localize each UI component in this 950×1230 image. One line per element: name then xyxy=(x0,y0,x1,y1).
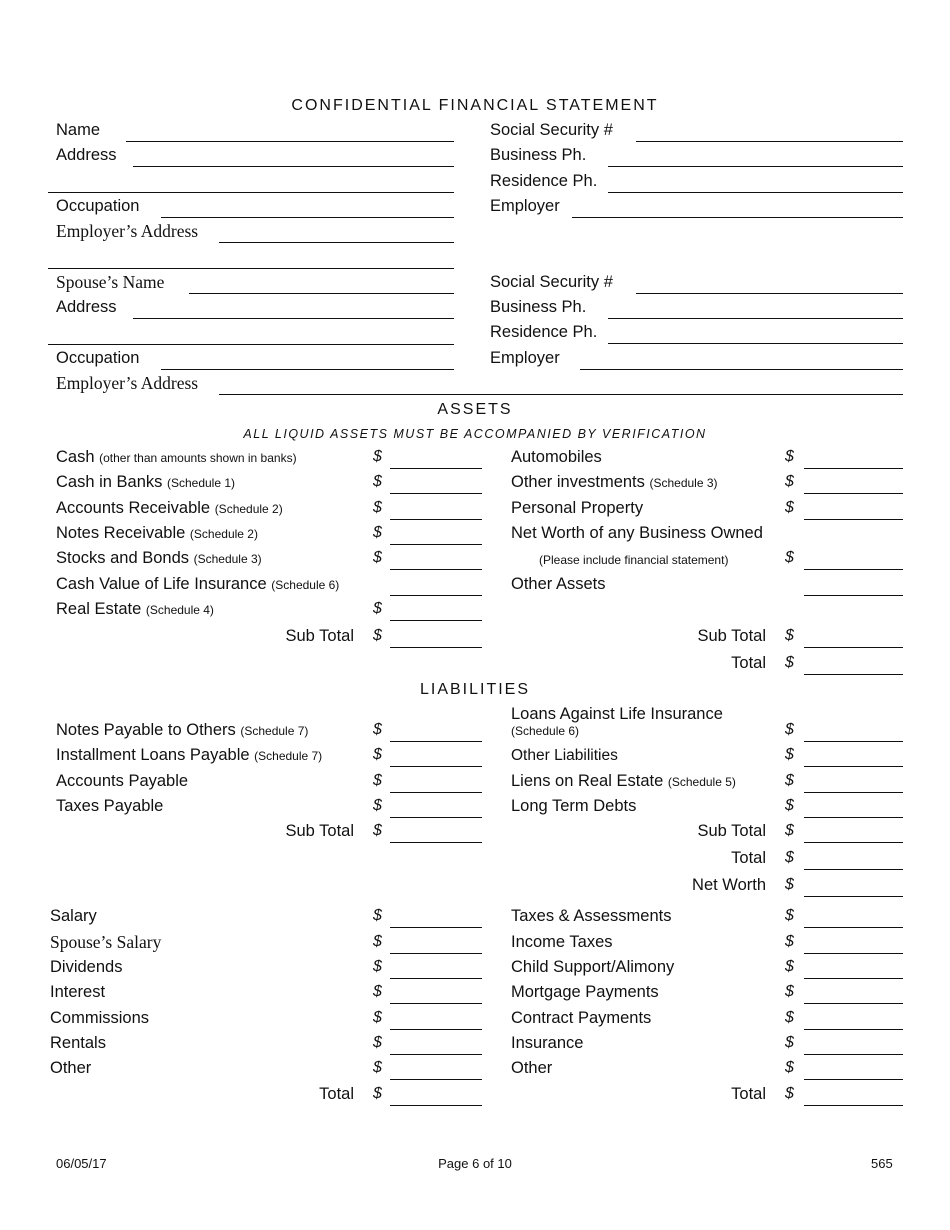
stocks-bonds-field[interactable] xyxy=(390,549,482,570)
business-phone-field[interactable] xyxy=(608,146,903,167)
address-label: Address xyxy=(56,146,117,164)
income-label: Salary xyxy=(50,907,97,925)
asset-row xyxy=(56,548,262,569)
liabilities-right-subtotal-label: Sub Total xyxy=(697,822,766,840)
name-label: Name xyxy=(56,121,101,139)
footer-date: 06/05/17 xyxy=(56,1156,107,1171)
dollar-sign: $ xyxy=(785,907,794,924)
asset-label: Automobiles xyxy=(511,448,602,466)
liabilities-total-label: Total xyxy=(731,849,766,867)
asset-label: Stocks and Bonds xyxy=(56,549,189,567)
other-income-field[interactable] xyxy=(390,1059,482,1080)
insurance-field[interactable] xyxy=(804,1034,903,1055)
employer-address-field[interactable] xyxy=(219,222,454,243)
employer-label: Employer xyxy=(490,197,560,215)
spouse-ssn-field[interactable] xyxy=(636,273,903,294)
spouse-ssn-label: Social Security # xyxy=(490,273,613,291)
name-field[interactable] xyxy=(126,121,454,142)
assets-total-label: Total xyxy=(731,654,766,672)
residence-phone-field[interactable] xyxy=(608,172,903,193)
liability-row xyxy=(511,771,736,792)
dollar-sign: $ xyxy=(373,746,382,763)
liability-label: Loans Against Life Insurance xyxy=(511,705,723,723)
spouse-employer-field[interactable] xyxy=(580,349,903,370)
dollar-sign: $ xyxy=(785,797,794,814)
income-label: Commissions xyxy=(50,1009,150,1027)
spouse-salary-field[interactable] xyxy=(390,933,482,954)
dollar-sign: $ xyxy=(373,1085,382,1102)
asset-note: (Schedule 4) xyxy=(145,603,214,617)
asset-label: Other investments xyxy=(511,473,645,491)
business-phone-label: Business Ph. xyxy=(490,146,587,164)
spouse-occupation-field[interactable] xyxy=(161,349,454,370)
real-estate-field[interactable] xyxy=(390,600,482,621)
spouse-occupation-label: Occupation xyxy=(56,349,140,367)
asset-note: (Schedule 2) xyxy=(189,527,258,541)
liability-label: Long Term Debts xyxy=(511,797,637,815)
liabilities-total-field[interactable] xyxy=(804,849,903,870)
address-line2-field[interactable] xyxy=(48,172,454,193)
expense-label: Mortgage Payments xyxy=(511,983,659,1001)
employer-address-label: Employer’s Address xyxy=(56,221,199,241)
installment-loans-field[interactable] xyxy=(390,746,482,767)
expenses-total-label: Total xyxy=(731,1085,766,1103)
dollar-sign: $ xyxy=(373,907,382,924)
income-label: Spouse’s Salary xyxy=(50,932,162,952)
automobiles-field[interactable] xyxy=(804,448,903,469)
dollar-sign: $ xyxy=(785,549,794,566)
spouse-employer-address-label: Employer’s Address xyxy=(56,373,199,393)
dollar-sign: $ xyxy=(373,1034,382,1051)
spouse-residence-phone-field[interactable] xyxy=(608,323,903,344)
employer-address-line2-field[interactable] xyxy=(48,248,454,269)
dividends-field[interactable] xyxy=(390,958,482,979)
life-insurance-loans-field[interactable] xyxy=(804,721,903,742)
asset-row xyxy=(56,574,339,595)
dollar-sign: $ xyxy=(785,822,794,839)
spouse-name-label: Spouse’s Name xyxy=(56,272,165,292)
spouse-residence-phone-label: Residence Ph. xyxy=(490,323,598,341)
spouse-employer-address-field[interactable] xyxy=(219,374,903,395)
dollar-sign: $ xyxy=(373,499,382,516)
spouse-address-label: Address xyxy=(56,298,117,316)
other-liabilities-field[interactable] xyxy=(804,746,903,767)
salary-field[interactable] xyxy=(390,907,482,928)
income-label: Interest xyxy=(50,983,106,1001)
liability-label: Taxes Payable xyxy=(56,797,164,815)
dollar-sign: $ xyxy=(785,654,794,671)
income-label: Other xyxy=(50,1059,92,1077)
dollar-sign: $ xyxy=(785,1034,794,1051)
dollar-sign: $ xyxy=(785,448,794,465)
personal-property-field[interactable] xyxy=(804,499,903,520)
dollar-sign: $ xyxy=(785,1085,794,1102)
long-term-debts-field[interactable] xyxy=(804,797,903,818)
dollar-sign: $ xyxy=(373,600,382,617)
assets-verification-note: ALL LIQUID ASSETS MUST BE ACCOMPANIED BY VERIFICATION xyxy=(243,427,707,441)
asset-label: Net Worth of any Business Owned xyxy=(511,524,763,542)
real-estate-liens-field[interactable] xyxy=(804,772,903,793)
dollar-sign: $ xyxy=(373,473,382,490)
income-label: Rentals xyxy=(50,1034,106,1052)
expense-label: Insurance xyxy=(511,1034,584,1052)
income-total-field[interactable] xyxy=(390,1085,482,1106)
asset-note: (Schedule 6) xyxy=(271,578,340,592)
cash-amount-field[interactable] xyxy=(390,448,482,469)
spouse-address-field[interactable] xyxy=(133,298,454,319)
dollar-sign: $ xyxy=(785,933,794,950)
assets-total-field[interactable] xyxy=(804,654,903,675)
other-assets-field[interactable] xyxy=(804,575,903,596)
asset-note: (Schedule 2) xyxy=(214,502,283,516)
address-field[interactable] xyxy=(133,146,454,167)
liabilities-right-subtotal-field[interactable] xyxy=(804,822,903,843)
dollar-sign: $ xyxy=(785,983,794,1000)
spouse-address-line2-field[interactable] xyxy=(48,324,454,345)
dollar-sign: $ xyxy=(373,524,382,541)
liability-row xyxy=(56,745,322,766)
dollar-sign: $ xyxy=(785,721,794,738)
liability-label: Installment Loans Payable xyxy=(56,746,250,764)
other-expenses-field[interactable] xyxy=(804,1059,903,1080)
dollar-sign: $ xyxy=(373,772,382,789)
asset-label: Personal Property xyxy=(511,499,644,517)
income-label: Dividends xyxy=(50,958,123,976)
asset-label: Notes Receivable xyxy=(56,524,186,542)
interest-field[interactable] xyxy=(390,983,482,1004)
liabilities-heading: LIABILITIES xyxy=(419,681,531,698)
ssn-label: Social Security # xyxy=(490,121,613,139)
income-taxes-field[interactable] xyxy=(804,933,903,954)
dollar-sign: $ xyxy=(373,797,382,814)
rentals-field[interactable] xyxy=(390,1034,482,1055)
dollar-sign: $ xyxy=(373,627,382,644)
ssn-field[interactable] xyxy=(636,121,903,142)
asset-label: Other Assets xyxy=(511,575,606,593)
asset-note: (Please include financial statement) xyxy=(539,553,729,567)
dollar-sign: $ xyxy=(373,1009,382,1026)
dollar-sign: $ xyxy=(785,473,794,490)
dollar-sign: $ xyxy=(373,1059,382,1076)
liability-label: Other Liabilities xyxy=(511,747,618,764)
child-support-field[interactable] xyxy=(804,958,903,979)
dollar-sign: $ xyxy=(373,983,382,1000)
expense-label: Income Taxes xyxy=(511,933,613,951)
commissions-field[interactable] xyxy=(390,1009,482,1030)
dollar-sign: $ xyxy=(785,499,794,516)
dollar-sign: $ xyxy=(373,822,382,839)
expense-label: Contract Payments xyxy=(511,1009,652,1027)
other-investments-field[interactable] xyxy=(804,473,903,494)
footer-form-code: 565 xyxy=(871,1156,893,1171)
net-worth-label: Net Worth xyxy=(692,876,766,894)
spouse-business-phone-field[interactable] xyxy=(608,298,903,319)
asset-note: (other than amounts shown in banks) xyxy=(99,451,297,465)
dollar-sign: $ xyxy=(373,933,382,950)
contract-payments-field[interactable] xyxy=(804,1009,903,1030)
notes-payable-field[interactable] xyxy=(390,721,482,742)
expense-label: Other xyxy=(511,1059,553,1077)
taxes-assessments-field[interactable] xyxy=(804,907,903,928)
dollar-sign: $ xyxy=(785,772,794,789)
spouse-business-phone-label: Business Ph. xyxy=(490,298,587,316)
taxes-payable-field[interactable] xyxy=(390,797,482,818)
asset-label: Cash in Banks xyxy=(56,473,163,491)
asset-label: Accounts Receivable xyxy=(56,499,211,517)
accounts-payable-field[interactable] xyxy=(390,772,482,793)
assets-heading: ASSETS xyxy=(437,401,513,418)
expense-label: Taxes & Assessments xyxy=(511,907,672,925)
liability-note: (Schedule 7) xyxy=(240,724,309,738)
dollar-sign: $ xyxy=(785,1009,794,1026)
employer-field[interactable] xyxy=(572,197,903,218)
business-net-worth-field[interactable] xyxy=(804,549,903,570)
asset-note: (Schedule 1) xyxy=(166,476,236,490)
dollar-sign: $ xyxy=(373,549,382,566)
asset-row xyxy=(56,523,258,544)
expense-label: Child Support/Alimony xyxy=(511,958,675,976)
cash-in-banks-field[interactable] xyxy=(390,473,482,494)
liability-label: Notes Payable to Others xyxy=(56,721,236,739)
dollar-sign: $ xyxy=(373,958,382,975)
asset-row xyxy=(511,472,718,493)
spouse-employer-label: Employer xyxy=(490,349,560,367)
assets-left-subtotal-label: Sub Total xyxy=(285,627,354,645)
life-insurance-cash-value-field[interactable] xyxy=(390,575,482,596)
assets-right-subtotal-label: Sub Total xyxy=(697,627,766,645)
asset-label: Real Estate xyxy=(56,600,142,618)
page-title: CONFIDENTIAL FINANCIAL STATEMENT xyxy=(291,97,659,114)
mortgage-payments-field[interactable] xyxy=(804,983,903,1004)
residence-phone-label: Residence Ph. xyxy=(490,172,598,190)
spouse-name-field[interactable] xyxy=(189,273,454,294)
dollar-sign: $ xyxy=(785,849,794,866)
asset-label: Cash Value of Life Insurance xyxy=(56,575,267,593)
liability-note: (Schedule 6) xyxy=(511,724,580,738)
dollar-sign: $ xyxy=(373,448,382,465)
liabilities-left-subtotal-field[interactable] xyxy=(390,822,482,843)
dollar-sign: $ xyxy=(785,958,794,975)
liabilities-left-subtotal-label: Sub Total xyxy=(285,822,354,840)
expenses-total-field[interactable] xyxy=(804,1085,903,1106)
notes-receivable-field[interactable] xyxy=(390,524,482,545)
dollar-sign: $ xyxy=(785,746,794,763)
accounts-receivable-field[interactable] xyxy=(390,499,482,520)
liability-label: Liens on Real Estate xyxy=(511,772,664,790)
assets-right-subtotal-field[interactable] xyxy=(804,627,903,648)
occupation-field[interactable] xyxy=(161,197,454,218)
income-total-label: Total xyxy=(319,1085,354,1103)
asset-row xyxy=(56,498,283,519)
liability-note: (Schedule 5) xyxy=(667,775,736,789)
liability-row xyxy=(56,720,308,741)
asset-note: (Schedule 3) xyxy=(193,552,262,566)
asset-row xyxy=(56,447,297,468)
asset-label: Cash xyxy=(56,448,95,466)
dollar-sign: $ xyxy=(373,721,382,738)
asset-note: (Schedule 3) xyxy=(649,476,718,490)
dollar-sign: $ xyxy=(785,1059,794,1076)
occupation-label: Occupation xyxy=(56,197,140,215)
asset-row xyxy=(56,599,214,620)
footer-page-number: Page 6 of 10 xyxy=(438,1156,512,1171)
assets-left-subtotal-field[interactable] xyxy=(390,627,482,648)
dollar-sign: $ xyxy=(785,876,794,893)
net-worth-field[interactable] xyxy=(804,876,903,897)
dollar-sign: $ xyxy=(785,627,794,644)
asset-row xyxy=(56,472,235,493)
liability-label: Accounts Payable xyxy=(56,772,189,790)
liability-note: (Schedule 7) xyxy=(254,749,323,763)
